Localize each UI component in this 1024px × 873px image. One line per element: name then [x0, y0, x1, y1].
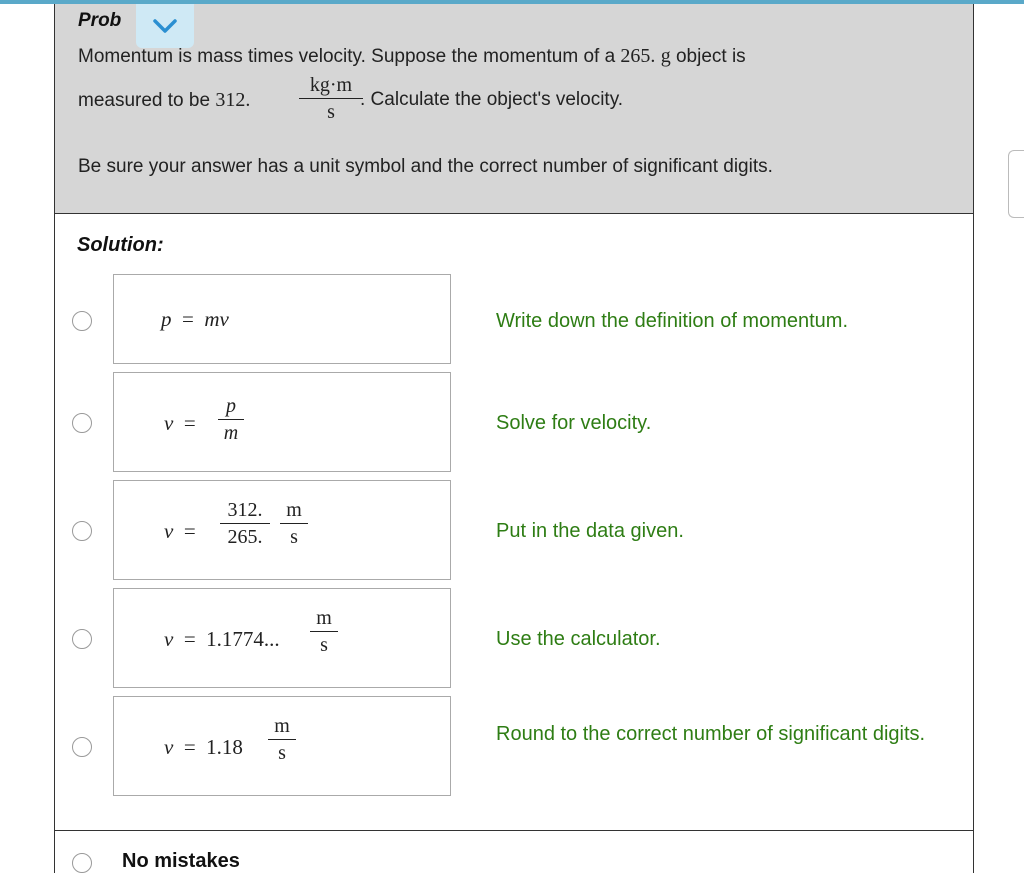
side-panel-tab[interactable]	[1008, 150, 1024, 218]
momentum-unit-fraction: kg·m s	[299, 74, 363, 123]
step-3-box	[113, 480, 451, 580]
step-3-radio[interactable]	[72, 521, 92, 541]
problem-title: Prob	[78, 10, 122, 31]
step-3-lhs: v =	[164, 519, 196, 543]
step-3-fraction: 312. 265.	[220, 499, 270, 548]
no-mistakes-radio[interactable]	[72, 853, 92, 873]
step-4-hint: Use the calculator.	[496, 628, 661, 650]
step-4-radio[interactable]	[72, 629, 92, 649]
step-2-fraction: p m	[218, 395, 244, 444]
no-mistakes-label: No mistakes	[122, 850, 240, 872]
step-1-box	[113, 274, 451, 364]
step-1-equation: p = mv	[161, 307, 229, 331]
step-1-hint: Write down the definition of momentum.	[496, 310, 849, 332]
step-4-equation: v = 1.1774...	[164, 627, 280, 651]
step-5-radio[interactable]	[72, 737, 92, 757]
step-2-radio[interactable]	[72, 413, 92, 433]
problem-line-2-tail: . Calculate the object's velocity.	[360, 89, 624, 110]
step-5-equation: v = 1.18	[164, 735, 243, 759]
step-5-unit-fraction: m s	[268, 715, 296, 764]
chevron-down-icon	[151, 16, 179, 36]
step-4-unit-fraction: m s	[310, 607, 338, 656]
step-3-hint: Put in the data given.	[496, 520, 684, 542]
step-1-radio[interactable]	[72, 311, 92, 331]
collapse-toggle[interactable]	[136, 4, 194, 48]
step-2-lhs: v =	[164, 411, 196, 435]
step-5-box	[113, 696, 451, 796]
problem-instruction: Be sure your answer has a unit symbol and the correct number of significant digits.	[78, 156, 773, 177]
problem-line-1: Momentum is mass times velocity. Suppose the momentum of a 265. g object is	[78, 45, 746, 67]
problem-line-2: measured to be 312.	[78, 89, 251, 111]
step-3-unit-fraction: m s	[280, 499, 308, 548]
solution-label: Solution:	[77, 234, 164, 256]
divider	[54, 830, 974, 831]
step-4-box	[113, 588, 451, 688]
problem-panel	[55, 4, 973, 214]
step-2-hint: Solve for velocity.	[496, 412, 652, 434]
step-2-box	[113, 372, 451, 472]
step-5-hint: Round to the correct number of significant digits.	[496, 723, 926, 745]
